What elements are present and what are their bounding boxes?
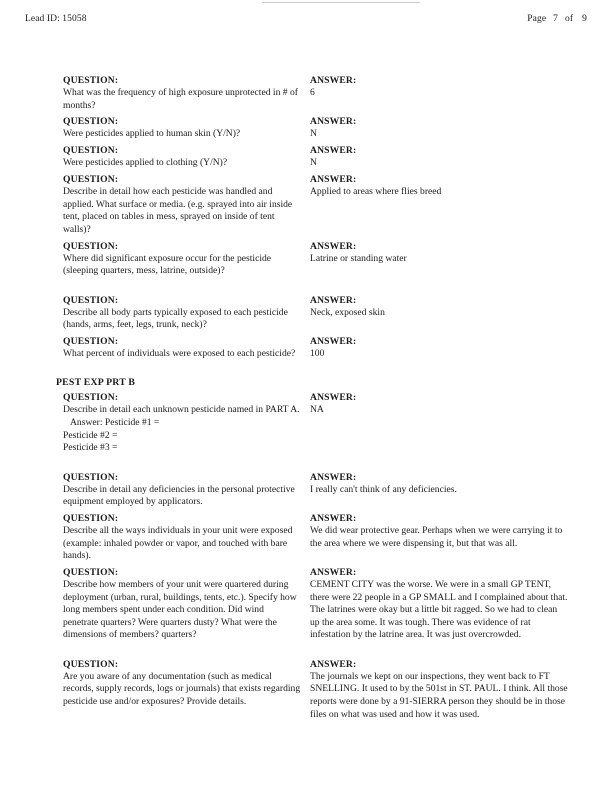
question-label: QUESTION: [63, 471, 119, 483]
answer-label: ANSWER: [310, 174, 357, 185]
question-subline: Answer: Pesticide #1 = [70, 416, 160, 428]
question-text: Are you aware of any documentation (such as medical records, supply records, logs or journals) that exists regarding pesticide use and/or exposures? Provide details. [63, 670, 301, 707]
question-label: QUESTION: [63, 174, 119, 185]
section-heading-part-b: PEST EXP PRT B [56, 377, 136, 389]
question-label: QUESTION: [63, 240, 119, 252]
answer-text: N [310, 157, 317, 169]
question-text: Describe in detail each unknown pesticide named in PART A. [63, 404, 300, 416]
answer-label: ANSWER: [310, 240, 357, 252]
question-column [63, 115, 301, 141]
answer-text: Applied to areas where flies breed [310, 186, 442, 197]
question-column [63, 658, 301, 709]
question-text: Describe how members of your unit were quartered during deployment (urban, rural, buildings, tents, etc.). Specify how long members spent under each condition. Did wind penetrate quarters? Were quarters dusty? What were the dimensions of members? quarters? [63, 579, 297, 641]
answer-label: ANSWER: [310, 145, 357, 157]
question-column [63, 240, 301, 278]
answer-column [310, 144, 568, 170]
question-column [63, 335, 301, 361]
question-column [63, 74, 301, 112]
answer-label: ANSWER: [310, 75, 357, 86]
question-text: Where did significant exposure occur for the pesticide (sleeping quarters, mess, latrine, outside)? [63, 252, 272, 277]
answer-text: The journals we kept on our inspections, they went back to FT SNELLING. It used to by the 501st in ST. PAUL. I think. All those reports were done by a 91-SIERRA person they should be in those files on what was used and how it was used. [310, 670, 568, 720]
question-label: QUESTION: [63, 294, 119, 306]
question-text: Describe in detail how each pesticide was handled and applied. What surface or media. (e.g. sprayed into air inside tent, placed on tables in mess, sprayed on inside of tent walls)? [63, 186, 293, 235]
question-column [63, 144, 301, 170]
answer-label: ANSWER: [310, 116, 357, 128]
question-column [63, 512, 301, 563]
answer-column [310, 115, 568, 141]
answer-column [310, 471, 568, 497]
question-label: QUESTION: [63, 392, 119, 404]
question-label: QUESTION: [63, 658, 119, 670]
question-text: Describe in detail any deficiencies in the personal protective equipment employed by applicators. [63, 483, 295, 508]
answer-text: 6 [310, 87, 315, 98]
answer-label: ANSWER: [310, 471, 357, 483]
question-text: Were pesticides applied to clothing (Y/N)? [63, 157, 228, 169]
page-label: Page [527, 14, 547, 24]
page-header [0, 14, 611, 28]
page-number [527, 14, 587, 24]
answer-label: ANSWER: [310, 336, 357, 347]
question-label: QUESTION: [63, 116, 119, 128]
question-text: Were pesticides applied to human skin (Y/N)? [63, 128, 241, 140]
answer-column [310, 391, 568, 417]
question-column [63, 471, 301, 509]
answer-text: 100 [310, 348, 325, 359]
answer-column [310, 566, 568, 642]
answer-text: Latrine or standing water [310, 252, 407, 264]
question-column [63, 173, 301, 236]
answer-label: ANSWER: [310, 567, 357, 578]
answer-column [310, 512, 568, 550]
answer-label: ANSWER: [310, 513, 357, 524]
answer-column [310, 74, 568, 100]
question-column [63, 391, 301, 454]
question-label: QUESTION: [63, 145, 119, 157]
answer-text: CEMENT CITY was the worse. We were in a small GP TENT, there were 22 people in a GP SMALL and I complained about that. The latrines were okay but a little bit ragged. So we had to clean up the area some. It was tough. There was evidence of rat infestation by the latrine area. It was just overcrowded. [310, 579, 568, 641]
question-subline: Pesticide #3 = [63, 442, 118, 454]
answer-label: ANSWER: [310, 392, 357, 404]
question-label: QUESTION: [63, 336, 119, 347]
question-label: QUESTION: [63, 75, 119, 86]
question-text: Describe all the ways individuals in your unit were exposed (example: inhaled powder or vapor, and touched with bare hands). [63, 525, 293, 562]
answer-text: N [310, 128, 317, 140]
page-total: 9 [582, 14, 587, 24]
question-subline: Pesticide #2 = [63, 429, 118, 441]
question-text: Describe all body parts typically exposed to each pesticide (hands, arms, feet, legs, trunk, neck)? [63, 306, 288, 331]
page-current: 7 [553, 14, 559, 24]
page-of-label: of [565, 14, 574, 24]
answer-column [310, 294, 568, 320]
question-text: What percent of individuals were exposed to each pesticide? [63, 348, 296, 359]
question-column [63, 294, 301, 332]
answer-label: ANSWER: [310, 658, 357, 670]
answer-text: NA [310, 404, 324, 416]
answer-label: ANSWER: [310, 294, 357, 306]
question-column [63, 566, 301, 642]
answer-text: I really can't think of any deficiencies. [310, 483, 457, 495]
answer-column [310, 658, 568, 721]
question-text: What was the frequency of high exposure unprotected in # of months? [63, 87, 298, 111]
question-label: QUESTION: [63, 567, 119, 578]
answer-text: We did wear protective gear. Perhaps when we were carrying it to the area where we were dispensing it, but that was all. [310, 525, 563, 549]
lead-id: Lead ID: 15058 [25, 14, 87, 24]
scan-artifact-line [262, 2, 420, 3]
answer-text: Neck, exposed skin [310, 306, 385, 318]
answer-column [310, 240, 568, 266]
answer-column [310, 335, 568, 361]
question-label: QUESTION: [63, 513, 119, 524]
answer-column [310, 173, 568, 199]
